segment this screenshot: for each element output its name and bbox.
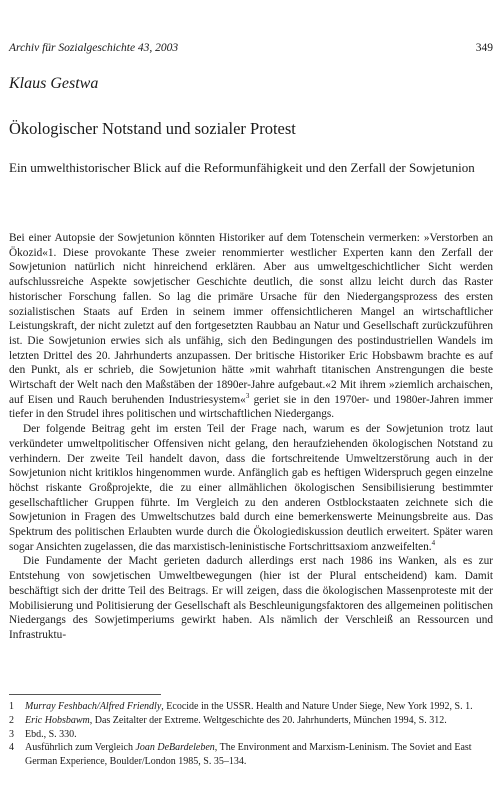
footnote-text: Ausführlich zum Vergleich [25, 742, 136, 754]
running-head [9, 40, 493, 56]
journal-name: Archiv für Sozialgeschichte 43, 2003 [9, 42, 179, 54]
footnote [9, 700, 493, 714]
footnotes [9, 700, 493, 769]
footnote-text: Ebd., S. 330. [25, 728, 77, 740]
footnote-number: 1 [9, 701, 14, 712]
footnote-author: Murray Feshbach/Alfred Friendly [25, 701, 162, 712]
footnote-ref: 4 [431, 539, 436, 547]
footnote [9, 741, 493, 769]
footnote-text: , Ecocide in the USSR. Health and Nature Under Siege, New York 1992, S. 1. [161, 701, 473, 712]
footnote-number: 2 [9, 714, 14, 726]
body-paragraph-1: Bei einer Autopsie der Sowjetunion könnten Historiker auf dem Totenschein vermerken: »Verstorben an Ökozid«1. Diese provokante These zweier renommierter westlicher Experten kann den Zerfall der Sowjetunion natürlich nicht hinreichend erklären. Aber aus umweltgeschichtlicher Sicht werden aufschlussreiche Aspekte sowjetischer Geschichte deutlich, die sonst allzu leicht durch das Raster historischer Forschung fallen. So lag die primäre Ursache für den Niedergangsprozess des ersten sozialistischen Staats auf Erden in seinem immer offensichtlicheren Mangel an wirtschaftlicher Leistungskraft, der nicht zuletzt auf den fortgesetzten Raubbau an Natur und Gesellschaft zurückzuführen ist. Die Sowjetunion erwies sich als unfähig, sich den Bedingungen des postindustriellen Wandels im letzten Drittel des 20. Jahrhunderts anzupassen. Der britische Historiker Eric Hobsbawm brachte es auf den Punkt, als er schrieb, die Sowjetunion hätte »mit wahrhaft titanischen Anstrengungen die beste Wirtschaft der Welt nach den Maßstäben der 1890er-Jahre aufgebaut.«2 Mit ihrem »ziemlich archaischen, auf Eisen und Rauch beruhenden Industriesystem«$^3$ geriet sie in den 1970er- und 1980er-Jahren immer tiefer in den Strudel ihres politischen und wirtschaftlichen Niedergangs. [9, 232, 493, 421]
footnote-ref: 3 [245, 391, 250, 400]
article-title: Ökologischer Notstand und sozialer Protest [9, 119, 296, 138]
footnote-text: , Das Zeitalter der Extreme. Weltgeschichte des 20. Jahrhunderts, München 1994, S. 312. [89, 714, 447, 726]
article-body [9, 231, 493, 643]
footnote-number: 4 [9, 742, 14, 754]
footnote-text-continued: , The Environment and Marxism-Leninism. The Soviet and East German Experience, Boulder/London 1985, S. 35–134. [25, 742, 472, 768]
body-paragraph-2: Der folgende Beitrag geht im ersten Teil der Frage nach, warum es der Sowjetunion trotz laut verkündeter umweltpolitischer Offensiven nicht gelang, den heraufziehenden ökologischen Notstand zu verhindern. Der zweite Teil handelt davon, dass die fortschreitende Umweltzerstörung auch in der Sowjetunion nicht kritiklos hingenommen wurde. Anfänglich gab es heftigen Widerspruch gegen einzelne höchst riskante Großprojekte, die zu einer allmählichen ökologischen Sensibilisierung bestimmter gesellschaftlicher Gruppen führte. Im Vergleich zu den anderen Ostblockstaaten zeichnete sich die Sowjetunion in Fragen des Umweltschutzes bald durch eine bemerkenswerte Meinungsbreite aus. Das Spektrum des politischen Erlaubten wurde durch die Ökologiediskussion deutlich erweitert. Später waren sogar Ansichten zugelassen, die das marxistisch-leninistische Fortschrittsaxiom anzweifelten.$^4$ [9, 423, 493, 553]
footnote-number: 3 [9, 728, 14, 740]
page-number: 349 [475, 42, 493, 54]
footnote [9, 714, 493, 728]
article-author: Klaus Gestwa [9, 75, 99, 92]
footnote-separator [9, 694, 161, 695]
body-paragraph-3: Die Fundamente der Macht gerieten dadurch allerdings erst nach 1986 ins Wanken, als es zur Entstehung von sowjetischen Umweltbewegungen (hier ist der Plural entscheidend) kam. Damit beschäftigt sich der dritte Teil des Beitrags. Er will zeigen, dass die ökologischen Massenproteste mit der Mobilisierung und Politisierung der Gesellschaft als Beschleunigungsfaktoren des allgemeinen politischen Niedergangs des Sowjetimperiums gewirkt haben. Als nämlich der Verschleiß an Ressourcen und Infrastruktu- [9, 555, 493, 641]
footnote-author: Joan DeBardeleben [135, 742, 215, 754]
article-subtitle: Ein umwelthistorischer Blick auf die Reformunfähigkeit und den Zerfall der Sowjetunion [9, 160, 475, 175]
footnote-author: Eric Hobsbawm [25, 714, 90, 726]
footnote [9, 728, 493, 742]
